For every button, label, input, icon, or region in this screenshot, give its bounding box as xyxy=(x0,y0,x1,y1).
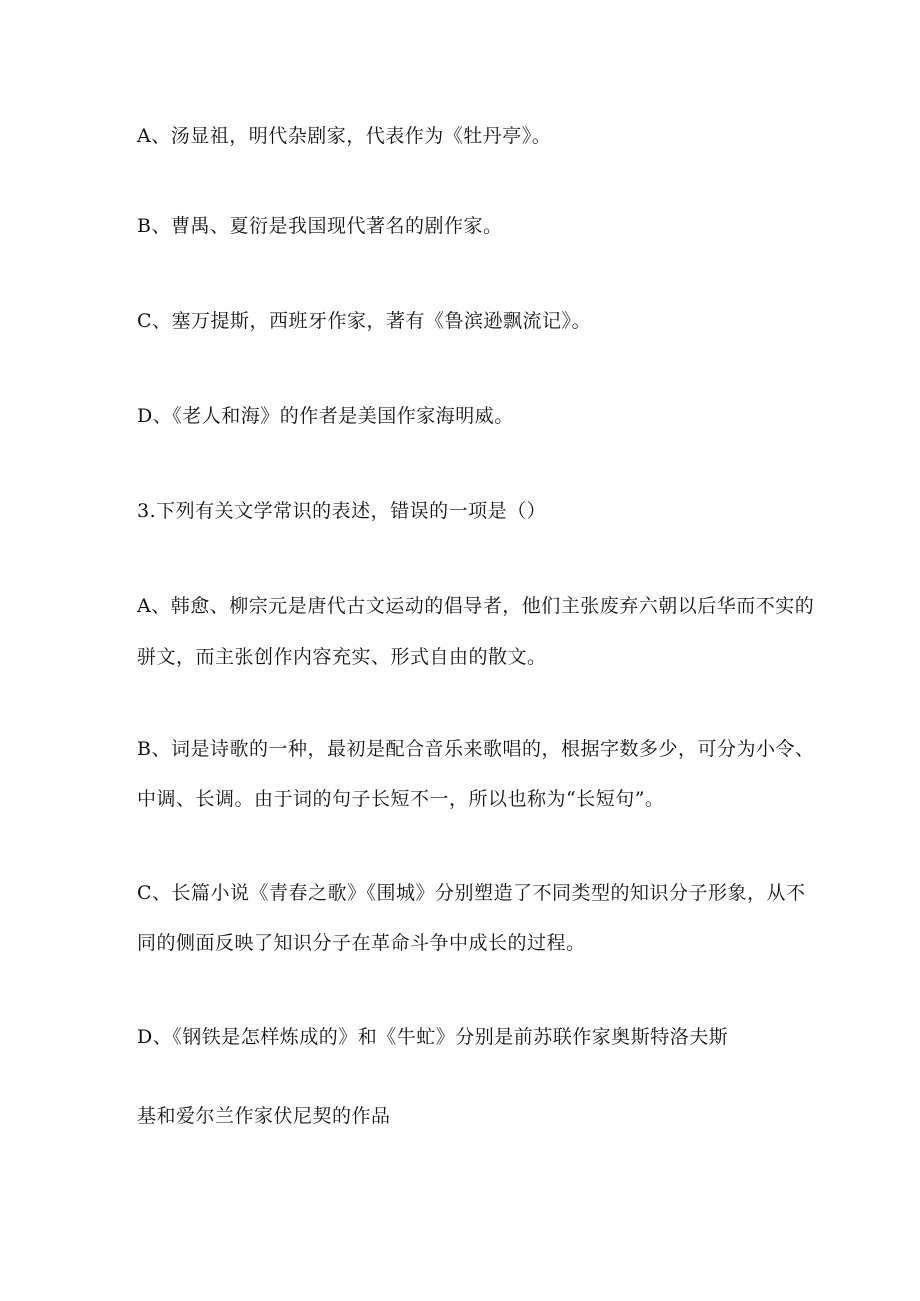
q3-option-a-line1: A、韩愈、柳宗元是唐代古文运动的倡导者，他们主张废弃六朝以后华而不实的 xyxy=(137,595,815,617)
q3-option-b-line1: B、词是诗歌的一种，最初是配合音乐来歌唱的，根据字数多少，可分为小令、 xyxy=(137,738,815,760)
q3-option-d-line2: 基和爱尔兰作家伏尼契的作品 xyxy=(137,1105,391,1127)
q3-option-c-line1: C、长篇小说《青春之歌》《围城》分别塑造了不同类型的知识分子形象，从不 xyxy=(137,882,806,904)
q3-option-c-line2: 同的侧面反映了知识分子在革命斗争中成长的过程。 xyxy=(137,932,586,954)
q2-option-c: C、塞万提斯，西班牙作家，著有《鲁滨逊飘流记》。 xyxy=(137,310,592,332)
q2-option-d: D、《老人和海》的作者是美国作家海明威。 xyxy=(137,405,514,427)
q3-question: 3.下列有关文学常识的表述，错误的一项是（） xyxy=(137,500,547,522)
q2-option-a: A、汤显祖，明代杂剧家，代表作为《牡丹亭》。 xyxy=(137,125,552,147)
q3-option-b-line2: 中调、长调。由于词的句子长短不一，所以也称为“长短句”。 xyxy=(137,788,665,810)
q2-option-b: B、曹禺、夏衍是我国现代著名的剧作家。 xyxy=(137,215,503,237)
q3-option-d-line1: D、《钢铁是怎样炼成的》和《牛虻》分别是前苏联作家奥斯特洛夫斯 xyxy=(137,1026,729,1048)
q3-option-a-line2: 骈文，而主张创作内容充实、形式自由的散文。 xyxy=(137,646,547,668)
